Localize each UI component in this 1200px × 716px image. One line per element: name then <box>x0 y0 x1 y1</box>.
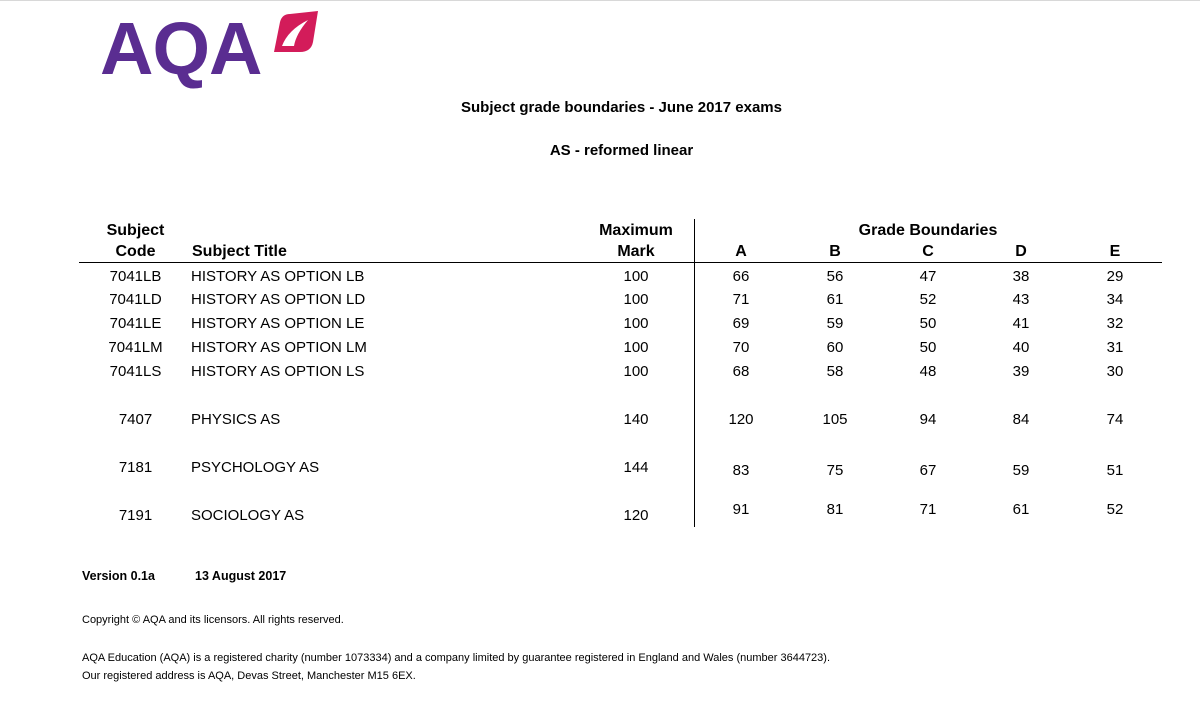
table-row <box>0 362 1200 384</box>
page-subtitle: AS - reformed linear <box>549 142 694 159</box>
row-grade-b: 61 <box>826 291 844 308</box>
row-grade-c: 47 <box>919 268 937 285</box>
row-grade-b: 60 <box>826 339 844 356</box>
row-grade-c: 94 <box>919 411 937 428</box>
row-grade-a: 83 <box>732 462 750 479</box>
header-grade-boundaries: Grade Boundaries <box>858 222 998 239</box>
row-grade-c: 48 <box>919 363 937 380</box>
version-date: 13 August 2017 <box>195 569 287 583</box>
row-title: HISTORY AS OPTION LM <box>191 339 367 356</box>
table-row <box>0 410 1200 432</box>
row-grade-b: 59 <box>826 315 844 332</box>
row-grade-b: 56 <box>826 268 844 285</box>
table-row <box>0 500 1200 528</box>
row-grade-d: 41 <box>1012 315 1030 332</box>
row-grade-d: 40 <box>1012 339 1030 356</box>
row-grade-c: 71 <box>919 501 937 518</box>
row-title: HISTORY AS OPTION LB <box>191 268 365 285</box>
row-title: HISTORY AS OPTION LS <box>191 363 365 380</box>
row-grade-e: 32 <box>1106 315 1124 332</box>
row-grade-a: 70 <box>732 339 750 356</box>
row-grade-b: 81 <box>826 501 844 518</box>
aqa-logo <box>98 6 328 90</box>
row-grade-e: 30 <box>1106 363 1124 380</box>
row-max-mark: 144 <box>623 459 649 476</box>
row-title: PHYSICS AS <box>191 411 281 428</box>
row-max-mark: 100 <box>623 291 649 308</box>
page-title: Subject grade boundaries - June 2017 exams <box>461 99 782 116</box>
row-code: 7191 <box>118 507 153 524</box>
row-grade-e: 31 <box>1106 339 1124 356</box>
header-subject-title: Subject Title <box>192 243 287 260</box>
table-row <box>0 458 1200 482</box>
row-max-mark: 100 <box>623 363 649 380</box>
row-title: PSYCHOLOGY AS <box>191 459 320 476</box>
row-max-mark: 120 <box>623 507 649 524</box>
row-grade-c: 52 <box>919 291 937 308</box>
row-grade-a: 91 <box>732 501 750 518</box>
row-grade-b: 75 <box>826 462 844 479</box>
row-grade-a: 120 <box>728 411 754 428</box>
row-grade-d: 39 <box>1012 363 1030 380</box>
row-grade-a: 66 <box>732 268 750 285</box>
row-grade-a: 69 <box>732 315 750 332</box>
row-grade-d: 43 <box>1012 291 1030 308</box>
header-code-line1: Subject <box>106 222 165 239</box>
header-grade: E <box>1109 243 1121 260</box>
row-grade-b: 105 <box>822 411 848 428</box>
row-code: 7041LM <box>108 339 163 356</box>
table-row <box>0 267 1200 289</box>
logo-text: AQA <box>100 7 262 90</box>
version-label: Version 0.1a <box>82 569 155 583</box>
row-grade-d: 61 <box>1012 501 1030 518</box>
row-grade-e: 52 <box>1106 501 1124 518</box>
aqa-swoosh-icon <box>270 8 320 58</box>
charity-text: AQA Education (AQA) is a registered charity (number 1073334) and a company limited by guarantee registered in England and Wales (number 3644723). <box>82 652 831 664</box>
row-grade-b: 58 <box>826 363 844 380</box>
header-divider <box>79 262 1162 263</box>
row-grade-d: 59 <box>1012 462 1030 479</box>
row-grade-c: 50 <box>919 315 937 332</box>
header-grade: A <box>735 243 747 260</box>
row-grade-a: 68 <box>732 363 750 380</box>
row-grade-d: 84 <box>1012 411 1030 428</box>
address-text: Our registered address is AQA, Devas Street, Manchester M15 6EX. <box>82 670 416 682</box>
row-title: HISTORY AS OPTION LE <box>191 315 365 332</box>
header-code-line2: Code <box>115 243 156 260</box>
copyright-text: Copyright © AQA and its licensors. All rights reserved. <box>82 614 344 626</box>
row-grade-e: 74 <box>1106 411 1124 428</box>
row-max-mark: 100 <box>623 315 649 332</box>
row-title: HISTORY AS OPTION LD <box>191 291 366 308</box>
row-grade-a: 71 <box>732 291 750 308</box>
table-row <box>0 338 1200 360</box>
row-grade-d: 38 <box>1012 268 1030 285</box>
row-code: 7041LS <box>109 363 162 380</box>
header-grade: B <box>829 243 841 260</box>
header-grade: C <box>922 243 934 260</box>
row-max-mark: 100 <box>623 268 649 285</box>
header-subject-code <box>98 220 173 262</box>
row-grade-e: 51 <box>1106 462 1124 479</box>
row-code: 7407 <box>118 411 153 428</box>
row-max-mark: 100 <box>623 339 649 356</box>
row-grade-c: 67 <box>919 462 937 479</box>
row-code: 7041LE <box>109 315 162 332</box>
top-border <box>0 0 1200 1</box>
row-title: SOCIOLOGY AS <box>191 507 305 524</box>
header-maximum-mark <box>586 220 686 262</box>
row-grade-e: 29 <box>1106 268 1124 285</box>
row-code: 7041LD <box>109 291 162 308</box>
header-grade: D <box>1015 243 1027 260</box>
row-code: 7041LB <box>109 268 162 285</box>
row-grade-e: 34 <box>1106 291 1124 308</box>
table-row <box>0 314 1200 336</box>
header-max-line2: Mark <box>617 243 655 260</box>
row-grade-c: 50 <box>919 339 937 356</box>
header-max-line1: Maximum <box>599 222 673 239</box>
row-code: 7181 <box>118 459 153 476</box>
row-max-mark: 140 <box>623 411 649 428</box>
table-row <box>0 290 1200 312</box>
